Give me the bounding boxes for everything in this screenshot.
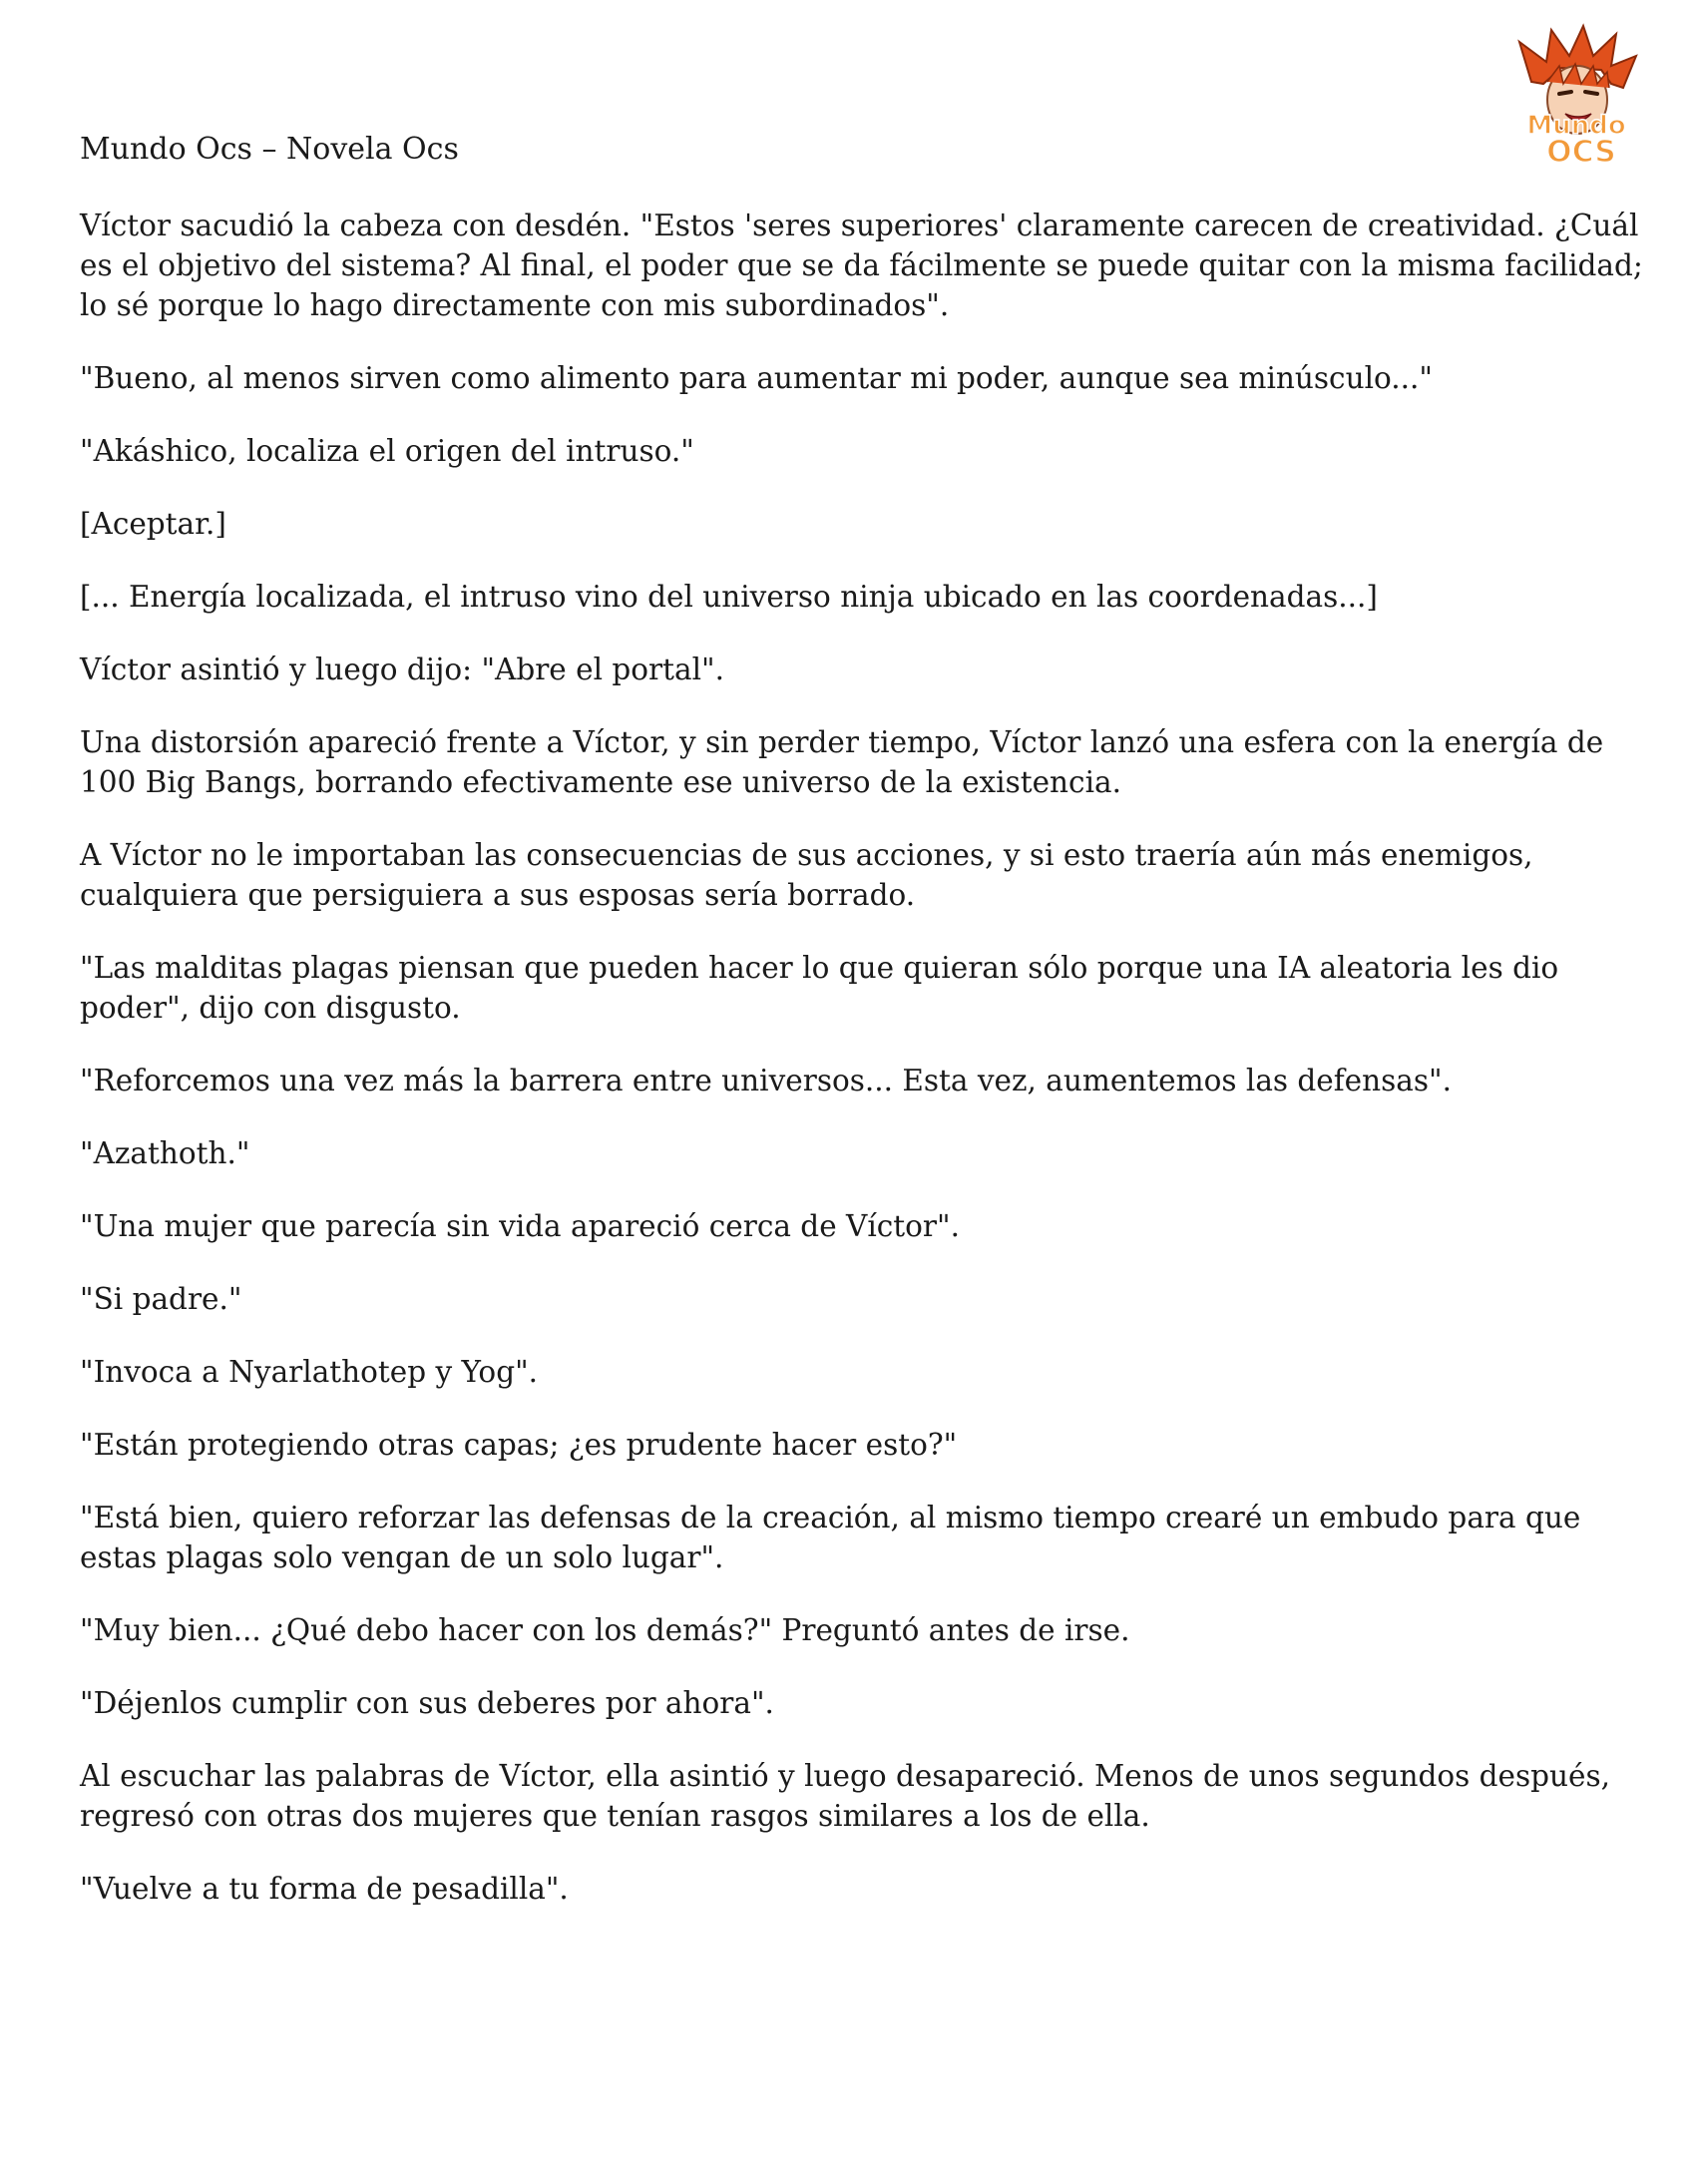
paragraph: A Víctor no le importaban las consecuencias de sus acciones, y si esto traería aún más enemigos, cualquiera que persiguiera a sus esposas sería borrado. — [80, 838, 1533, 912]
paragraph: "Akáshico, localiza el origen del intruso." — [80, 434, 694, 468]
paragraph: "Bueno, al menos sirven como alimento para aumentar mi poder, aunque sea minúsculo..." — [80, 361, 1433, 395]
paragraph: Una distorsión apareció frente a Víctor, y sin perder tiempo, Víctor lanzó una esfera con la energía de 100 Big Bangs, borrando efectivamente ese universo de la existencia. — [80, 725, 1604, 799]
paragraph: "Reforcemos una vez más la barrera entre universos... Esta vez, aumentemos las defensas". — [80, 1064, 1452, 1097]
paragraph: "Está bien, quiero reforzar las defensas de la creación, al mismo tiempo crearé un embudo para que estas plagas solo vengan de un solo lugar". — [80, 1501, 1581, 1574]
paragraph: "Azathoth." — [80, 1136, 250, 1170]
document-body — [80, 206, 1656, 1942]
paragraph: Víctor sacudió la cabeza con desdén. "Estos 'seres superiores' claramente carecen de creatividad. ¿Cuál es el objetivo del sistema? Al final, el poder que se da fácilmente se puede quitar con la misma facilidad; lo sé porque lo hago directamente con mis subordinados". — [80, 209, 1643, 322]
mundo-ocs-logo — [1501, 22, 1651, 172]
paragraph: [... Energía localizada, el intruso vino del universo ninja ubicado en las coordenadas...] — [80, 580, 1378, 614]
paragraph: Al escuchar las palabras de Víctor, ella asintió y luego desapareció. Menos de unos segundos después, regresó con otras dos mujeres que tenían rasgos similares a los de ella. — [80, 1759, 1610, 1833]
paragraph: Víctor asintió y luego dijo: "Abre el portal". — [80, 653, 724, 686]
paragraph: "Las malditas plagas piensan que pueden hacer lo que quieran sólo porque una IA aleatoria les dio poder", dijo con disgusto. — [80, 951, 1559, 1025]
logo-text-top: Mundo — [1526, 111, 1626, 141]
paragraph: "Déjenlos cumplir con sus deberes por ahora". — [80, 1686, 774, 1720]
paragraph: "Muy bien... ¿Qué debo hacer con los demás?" Preguntó antes de irse. — [80, 1613, 1130, 1647]
logo-text-bottom: OCS — [1546, 135, 1616, 170]
paragraph: "Vuelve a tu forma de pesadilla". — [80, 1872, 569, 1906]
paragraph: "Una mujer que parecía sin vida apareció cerca de Víctor". — [80, 1209, 960, 1243]
paragraph: "Están protegiendo otras capas; ¿es prudente hacer esto?" — [80, 1428, 958, 1462]
paragraph: "Invoca a Nyarlathotep y Yog". — [80, 1355, 539, 1389]
paragraph: "Si padre." — [80, 1282, 242, 1316]
page-header-title: Mundo Ocs – Novela Ocs — [80, 132, 459, 167]
paragraph: [Aceptar.] — [80, 507, 226, 541]
